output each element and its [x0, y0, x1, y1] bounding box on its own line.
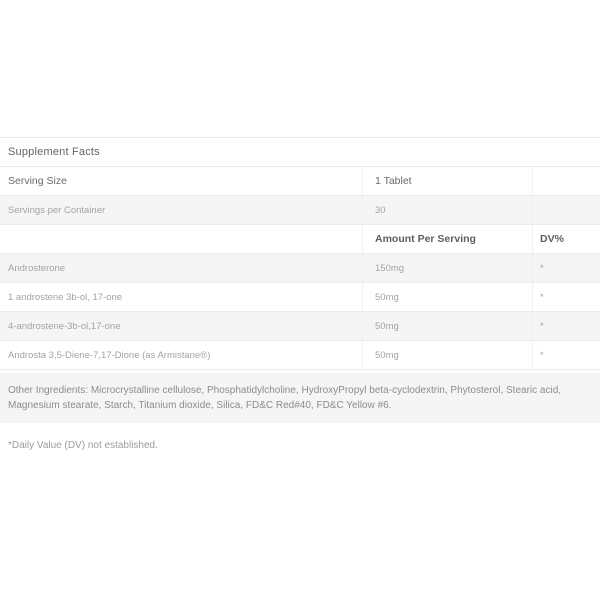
- ingredient-name: 4-androstene-3b-ol,17-one: [0, 312, 363, 340]
- serving-size-dv-cell: [533, 167, 600, 195]
- ingredient-name: Androsta 3,5-Diene-7,17-Dione (as Armistane®): [0, 341, 363, 369]
- column-header-empty-cell: [0, 225, 363, 253]
- ingredient-dv: *: [540, 291, 544, 303]
- daily-value-footnote: *Daily Value (DV) not established.: [8, 440, 158, 451]
- table-row: [0, 341, 600, 370]
- table-row: [0, 283, 600, 312]
- table-row: [0, 312, 600, 341]
- serving-size-value: 1 Tablet: [363, 167, 533, 195]
- servings-per-container-label: Servings per Container: [0, 196, 363, 224]
- serving-size-label: Serving Size: [0, 167, 363, 195]
- other-ingredients-text: Other Ingredients: Microcrystalline cellulose, Phosphatidylcholine, HydroxyPropyl beta-cyclodextrin, Phytosterol, Stearic acid, Magnesium stearate, Starch, Titanium dioxide, Silica, FD&C Red#40, FD&C Yellow #6.: [0, 373, 600, 423]
- servings-per-container-value: 30: [363, 196, 533, 224]
- table-title-row: [0, 138, 600, 167]
- ingredient-name: 1 androstene 3b-ol, 17-one: [0, 283, 363, 311]
- serving-size-row: [0, 167, 600, 196]
- ingredient-amount: 50mg: [363, 283, 533, 311]
- ingredient-dv: *: [540, 320, 544, 332]
- servings-per-container-dv-cell: [533, 196, 600, 224]
- column-header-amount: Amount Per Serving: [363, 225, 533, 253]
- column-header-dv: DV%: [540, 233, 564, 245]
- ingredient-amount: 150mg: [363, 254, 533, 282]
- table-title: Supplement Facts: [8, 146, 100, 158]
- column-header-row: [0, 225, 600, 254]
- servings-per-container-row: [0, 196, 600, 225]
- ingredient-dv: *: [540, 262, 544, 274]
- ingredient-dv: *: [540, 349, 544, 361]
- ingredient-amount: 50mg: [363, 341, 533, 369]
- ingredient-name: Androsterone: [0, 254, 363, 282]
- supplement-facts-table: [0, 137, 600, 451]
- table-row: [0, 254, 600, 283]
- ingredient-amount: 50mg: [363, 312, 533, 340]
